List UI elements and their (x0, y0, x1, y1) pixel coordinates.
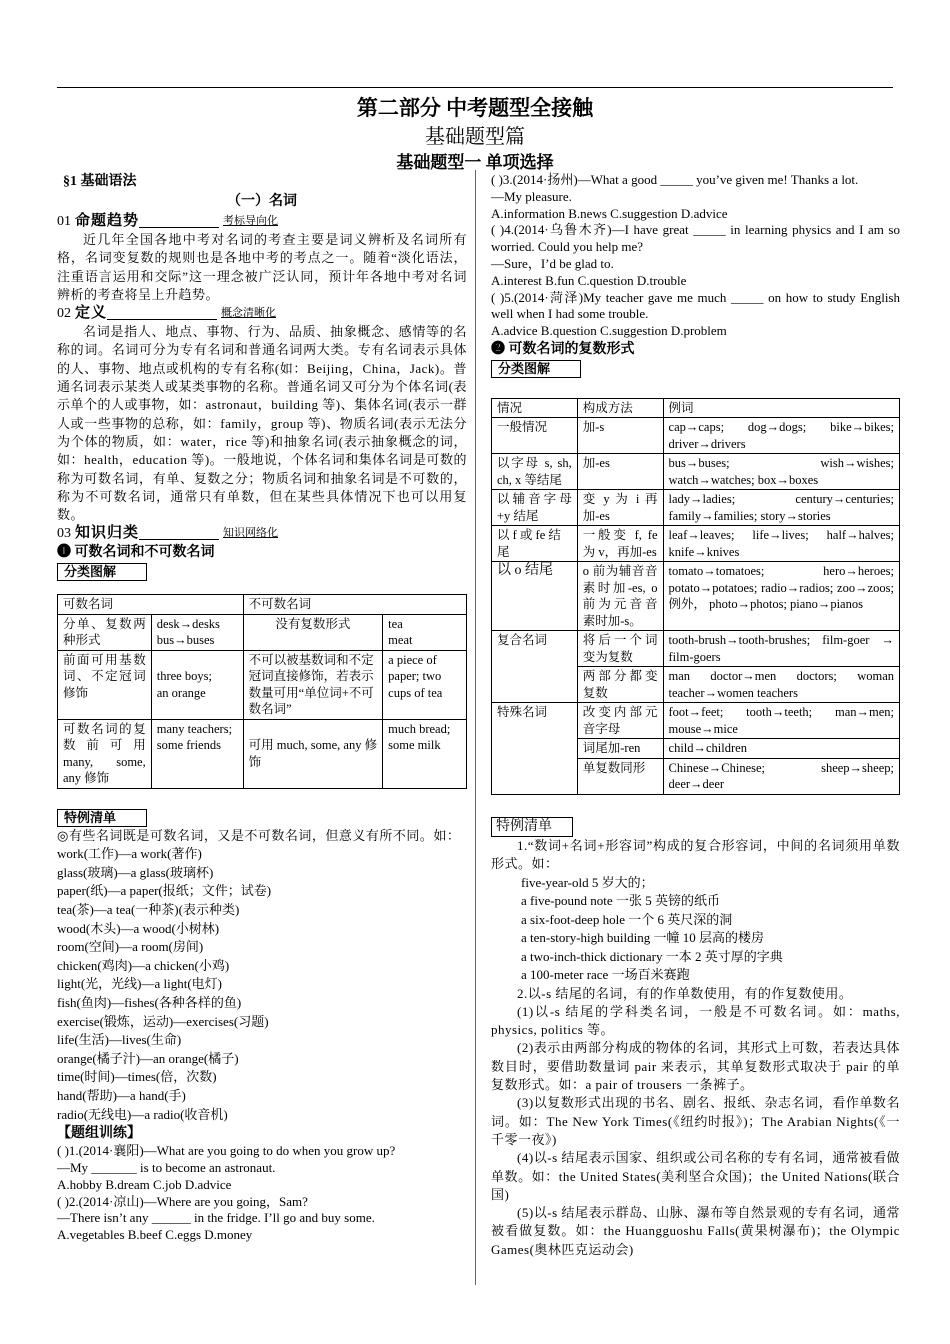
list-item: hand(帮助)—a hand(手) (57, 1087, 186, 1103)
question-1-answer: —My _______ is to become an astronaut. (57, 1159, 276, 1175)
question-3-answer: —My pleasure. (491, 188, 572, 204)
page-subtitle: 基础题型篇 (425, 126, 525, 148)
section-title: 基础题型一 单项选择 (396, 153, 554, 172)
list-item: fish(鱼肉)—fishes(各种各样的鱼) (57, 995, 242, 1010)
special-label: 特例清单 (57, 809, 147, 827)
special-paragraph: 2.以-s 结尾的名词，有的作单数使用，有的作复数使用。 (517, 985, 853, 1001)
band-number: 03 (57, 526, 71, 542)
list-item: a five-pound note 一张 5 英镑的纸币 (521, 893, 720, 909)
table-cell: tooth-brush→tooth-brushes; film-goer → film-goers (663, 631, 899, 667)
table-cell: foot→feet; tooth→teeth; man→men; mouse→mice (663, 703, 899, 739)
list-item: orange(橘子汁)—an orange(橘子) (57, 1050, 239, 1066)
table-cell: 两部分都变复数 (577, 667, 663, 703)
question-5-stem: ( )5.(2014·菏泽)My teacher gave me much _____ on how to study English well when I had some trouble. (491, 289, 900, 322)
table-cell: 词尾加-ren (577, 739, 663, 759)
question-4-stem: ( )4.(2014·乌鲁木齐)—I have great _____ in learning physics and I am so worried. Could you help me? (491, 222, 900, 255)
plural-table (491, 398, 900, 795)
band-number: 02 (57, 306, 71, 322)
band-tag: 考标导向化 (223, 215, 279, 227)
table-header: 构成方法 (577, 398, 663, 418)
special-list (57, 845, 467, 1124)
list-item: glass(玻璃)—a glass(玻璃杯) (57, 864, 214, 880)
chapter-title: （一）名词 (227, 194, 297, 209)
table-cell: 一般变 f, fe 为 v，再加-es (577, 526, 663, 562)
table-cell: 特殊名词 (492, 703, 578, 795)
definition-text: 名词是指人、地点、事物、行为、品质、抽象概念、感情等的名称的词。名词可分为专有名词和普通名词两大类。专有名词表示具体的人、事物、地点或机构的专有名称(如：Beijing，China，Jack)。普通名词表示某类人或某类事物的名称。普通名词又可分为个体名词(表示单个的人或事物，如：astronaut，building 等)、集体名词(表示一群人或一些事物的总称，如：family，group 等)、物质名词(表示无法分为个体的物质，如：water，rice 等)和抽象名词(表示抽象概念的词，如：health，education 等)。一般地说，个体名词和集体名词是可数的称为可数名词，有单、复数之分；物质名词和抽象名词是不可数的，称为不可数名词，通常只有单数，但在某些具体情况下也可以用复数。 (57, 324, 467, 523)
table-cell: much bread; some milk (383, 719, 467, 788)
subsection-title: ❷ 可数名词的复数形式 (491, 341, 635, 357)
special-paragraph: (1)以-s 结尾的学科类名词，一般是不可数名词。如：maths, physics, politics 等。 (491, 1003, 900, 1038)
band-rule (107, 318, 217, 320)
example-list (491, 874, 900, 985)
table-cell: o 前为辅音音素时加-es, o 前为元音音素时加-s。 (577, 562, 663, 631)
special-paragraph: (4)以-s 结尾表示国家、组织或公司名称的专有名词，通常被看做单数。如：the United States(美利坚合众国)；the United Nations(联合国) (491, 1150, 900, 1202)
question-2-options: A.vegetables B.beef C.eggs D.money (57, 1227, 253, 1243)
table-cell: bus→buses; wish→wishes; watch→watches; box→boxes (663, 454, 899, 490)
part-title: §1 基础语法 (63, 174, 137, 189)
table-header: 不可数名词 (243, 595, 466, 615)
question-4-answer: —Sure，I’d be glad to. (491, 255, 614, 271)
list-item: light(光，光线)—a light(电灯) (57, 976, 223, 992)
table-row (492, 631, 900, 667)
table-cell: 以 o 结尾 (492, 562, 578, 631)
band-definition (57, 304, 467, 323)
question-1-stem: ( )1.(2014·襄阳)—What are you going to do when you grow up? (57, 1143, 396, 1159)
band-number: 01 (57, 214, 71, 229)
question-2-answer: —There isn’t any ______ in the fridge. I’ll go and buy some. (57, 1210, 375, 1226)
left-column (57, 172, 467, 1244)
table-cell: lady→ladies; century→centuries; family→families; story→stories (663, 490, 899, 526)
table-cell: many teachers; some friends (151, 719, 243, 788)
question-3-options: A.information B.news C.suggestion D.advice (491, 205, 728, 221)
table-cell: 单复数同形 (577, 758, 663, 794)
list-item: radio(无线电)—a radio(收音机) (57, 1106, 228, 1122)
list-item: paper(纸)—a paper(报纸；文件；试卷) (57, 883, 272, 899)
band-tag: 知识网络化 (223, 527, 279, 540)
special-paragraph: (3)以复数形式出现的书名、剧名、报纸、杂志名词，看作单数名词。如：The New York Times(《纽约时报》)；The Arabian Nights(《一千零一夜》) (491, 1095, 900, 1147)
list-item: chicken(鸡肉)—a chicken(小鸡) (57, 957, 230, 973)
right-column (491, 172, 900, 1259)
list-item: time(时间)—times(倍，次数) (57, 1069, 217, 1085)
table-cell: 不可以被基数词和不定冠词直接修饰，若表示数量可用“单位词+不可数名词” (243, 650, 383, 719)
training-title: 【题组训练】 (57, 1126, 141, 1142)
table-cell: 可数名词的复数前可用 many, some, any 修饰 (58, 719, 152, 788)
band-tag: 概念清晰化 (221, 307, 277, 320)
band-rule (139, 226, 219, 228)
table-row (492, 490, 900, 526)
table-row (492, 703, 900, 739)
question-2-stem: ( )2.(2014·凉山)—Where are you going，Sam? (57, 1193, 308, 1209)
top-rule (57, 87, 893, 88)
table-cell: tomato→tomatoes; hero→heroes; potato→potatoes; radio→radios; zoo→zoos; 例外， photo→photos; piano→pianos (663, 562, 899, 631)
table-cell: 以辅音字母+y 结尾 (492, 490, 578, 526)
table-cell: 分单、复数两种形式 (58, 614, 152, 650)
band-title: 命题趋势 (75, 213, 140, 229)
table-cell: cap→caps; dog→dogs; bike→bikes; driver→drivers (663, 418, 899, 454)
table-cell: desk→desks bus→buses (151, 614, 243, 650)
table-cell: 改变内部元音字母 (577, 703, 663, 739)
band-title: 知识归类 (75, 525, 140, 542)
list-item: tea(茶)—a tea(一种茶)(表示种类) (57, 902, 240, 918)
table-cell: 以 f 或 fe 结尾 (492, 526, 578, 562)
list-item: life(生活)—lives(生命) (57, 1032, 182, 1048)
list-item: a ten-story-high building 一幢 10 层高的楼房 (521, 930, 765, 946)
list-item: a six-foot-deep hole 一个 6 英尺深的洞 (521, 911, 733, 927)
table-cell: 将后一个词变为复数 (577, 631, 663, 667)
list-item: exercise(锻炼，运动)—exercises(习题) (57, 1013, 269, 1029)
table-cell: 没有复数形式 (243, 614, 383, 650)
table-cell: leaf→leaves; life→lives; half→halves; knife→knives (663, 526, 899, 562)
table-cell: 变 y 为 i 再加-es (577, 490, 663, 526)
list-item: wood(木头)—a wood(小树林) (57, 920, 220, 936)
subsection-title: ❶ 可数名词和不可数名词 (57, 545, 215, 561)
list-item: a two-inch-thick dictionary 一本 2 英寸厚的字典 (521, 948, 783, 964)
question-3-stem: ( )3.(2014·扬州)—What a good _____ you’ve given me! Thanks a lot. (491, 172, 859, 187)
special-intro: ◎有些名词既是可数名词，又是不可数名词，但意义有所不同。如： (57, 827, 461, 843)
table-cell: 加-s (577, 418, 663, 454)
trend-text: 近几年全国各地中考对名词的考查主要是词义辨析及名词所有格，名词变复数的规则也是各地中考的考点之一。随着“淡化语法，注重语言运用和交际”这一理念被广泛认同，预计年各地中考对名词辨析的考查将呈上升趋势。 (57, 232, 467, 302)
list-item: five-year-old 5 岁大的； (521, 874, 654, 890)
table-cell: 可用 much, some, any 修饰 (243, 719, 383, 788)
list-item: a 100-meter race 一场百米赛跑 (521, 967, 690, 983)
table-cell: 前面可用基数词、不定冠词修饰 (58, 650, 152, 719)
table-row (58, 719, 467, 788)
table-cell: man doctor→men doctors; woman teacher→women teachers (663, 667, 899, 703)
diagram-label: 分类图解 (57, 563, 147, 581)
column-divider (475, 170, 476, 1285)
table-cell: tea meat (383, 614, 467, 650)
table-cell: 加-es (577, 454, 663, 490)
table-row (58, 650, 467, 719)
table-row (492, 526, 900, 562)
band-rule (139, 538, 219, 540)
table-cell: 以字母 s, sh, ch, x 等结尾 (492, 454, 578, 490)
table-cell: three boys; an orange (151, 650, 243, 719)
table-header: 情况 (492, 398, 578, 418)
question-4-options: A.interest B.fun C.question D.trouble (491, 272, 687, 288)
question-5-options: A.advice B.question C.suggestion D.problem (491, 323, 727, 339)
table-cell: Chinese→Chinese; sheep→sheep; deer→deer (663, 758, 899, 794)
table-row (492, 418, 900, 454)
table-cell: child→children (663, 739, 899, 759)
table-cell: 一般情况 (492, 418, 578, 454)
list-item: room(空间)—a room(房间) (57, 939, 204, 955)
table-cell: 复合名词 (492, 631, 578, 703)
special-label: 特例清单 (491, 817, 573, 837)
special-paragraph: (2)表示由两部分构成的物体的名词，其形式上可数，若表达具体数目时，要借助数量词 pair 来表示，其单复数形式取决于 pair 的单复数形式。如：a pair of trousers 一条裤子。 (491, 1040, 900, 1093)
table-row (58, 614, 467, 650)
list-item: work(工作)—a work(著作) (57, 846, 202, 862)
band-knowledge (57, 524, 467, 543)
question-1-options: A.hobby B.dream C.job D.advice (57, 1176, 232, 1192)
table-cell: a piece of paper; two cups of tea (383, 650, 467, 719)
special-paragraph: (5)以-s 结尾表示群岛、山脉、瀑布等自然景观的专有名词，通常被看做复数。如：the Huangguoshu Falls(黄果树瀑布)；the Olympic Games(奥林匹克运动会) (491, 1205, 900, 1257)
special-paragraph: 1.“数词+名词+形容词”构成的复合形容词，中间的名词须用单数形式。如： (491, 837, 900, 872)
band-trend (57, 212, 467, 231)
countable-table (57, 594, 467, 789)
band-title: 定义 (75, 305, 108, 322)
table-header: 可数名词 (58, 595, 244, 615)
table-row (492, 562, 900, 631)
diagram-label: 分类图解 (491, 360, 581, 378)
page-title: 第二部分 中考题型全接触 (356, 96, 594, 120)
table-header: 例词 (663, 398, 899, 418)
table-row (492, 454, 900, 490)
